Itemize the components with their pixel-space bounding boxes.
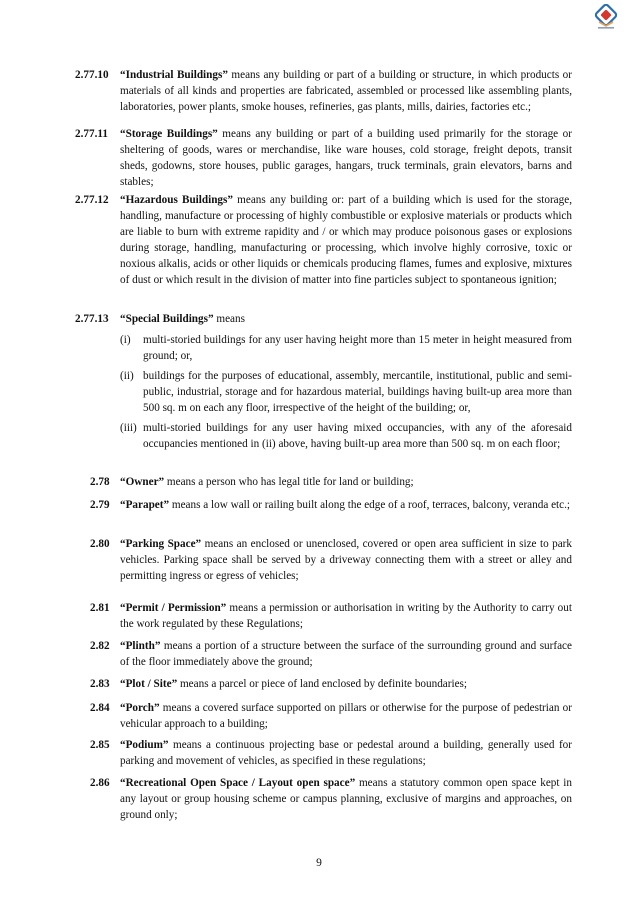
defined-term: “Podium”: [120, 739, 169, 751]
defined-term: “Recreational Open Space / Layout open space”: [120, 777, 356, 789]
clause-number: 2.77.12: [75, 194, 109, 206]
definition-body: means a portion of a structure between the surface of the surrounding ground and surface of the floor immediately above the ground;: [120, 640, 572, 668]
definition-text: [120, 776, 572, 824]
definition-body: means an enclosed or unenclosed, covered or open area sufficient in size to park vehicles. Parking space shall be served by a driveway connecting them with a street or alley and permitting ingress or egress of vehicles;: [120, 538, 572, 582]
definition-text: [120, 127, 572, 191]
defined-term: “Plot / Site”: [120, 678, 178, 690]
clause-number: 2.79: [90, 499, 110, 511]
clause-number: 2.81: [90, 602, 110, 614]
definition-body: means any building or: part of a building which is used for the storage, handling, manufacture or processing of highly combustible or explosive materials or products which are liable to burn with extreme rapidity and / or which may produce poisonous gases or explosions during storage, handling, manufacturing or processing, which involve highly corrosive, toxic or noxious alkalis, acids or other liquids or chemicals producing flames, fumes and explosive, mixtures of dust or which result in the division of matter into fine particles subject to spontaneous ignition;: [120, 194, 572, 286]
clause-number: 2.84: [90, 702, 110, 714]
clause-number: 2.78: [90, 476, 110, 488]
definition-text: [120, 193, 572, 288]
clause-number: 2.77.13: [75, 313, 109, 325]
definition-text: [120, 601, 572, 633]
defined-term: “Hazardous Buildings”: [120, 194, 233, 206]
clause-number: 2.80: [90, 538, 110, 550]
definition-text: [120, 677, 572, 693]
defined-term: “Permit / Permission”: [120, 602, 227, 614]
definition-text: [120, 68, 572, 116]
defined-term: “Owner”: [120, 476, 165, 488]
definition-text: [120, 312, 572, 328]
definition-body: means a continuous projecting base or pedestal around a building, generally used for parking and movement of vehicles, as specified in these regulations;: [120, 739, 572, 767]
definition-body: means a statutory common open space kept in any layout or group housing scheme or campus planning, exclusive of margins and approaches, on ground only;: [120, 777, 572, 821]
defined-term: “Plinth”: [120, 640, 161, 652]
definition-body: means any building or part of a building used primarily for the storage or sheltering of goods, wares or merchandise, like ware houses, cold storage, freight depots, transit sheds, godowns, store houses, public garages, hangars, truck terminals, grain elevators, barns and stables;: [120, 128, 572, 188]
definition-body: means any building or part of a building or structure, in which products or materials of all kinds and properties are fabricated, assembled or processed like assembling plants, laboratories, power plants, smoke houses, refineries, gas plants, mills, dairies, factories etc.;: [120, 69, 572, 113]
defined-term: “Parapet”: [120, 499, 170, 511]
item-text: multi-storied buildings for any user having height more than 15 meter in height measured from ground; or,: [143, 334, 572, 362]
definition-text: [120, 475, 572, 491]
clause-number: 2.82: [90, 640, 110, 652]
defined-term: “Storage Buildings”: [120, 128, 218, 140]
definition-body: means a permission or authorisation in writing by the Authority to carry out the work regulated by these Regulations;: [120, 602, 572, 630]
defined-term: “Porch”: [120, 702, 160, 714]
clause-number: 2.77.10: [75, 69, 109, 81]
definition-body: means a low wall or railing built along the edge of a roof, terraces, balcony, veranda etc.;: [169, 499, 571, 511]
definition-text: [120, 738, 572, 770]
organization-logo-icon: [593, 4, 619, 30]
item-roman-numeral: (iii): [120, 422, 137, 434]
definition-body: means a person who has legal title for land or building;: [164, 476, 414, 488]
clause-number: 2.83: [90, 678, 110, 690]
definition-body: means: [213, 313, 245, 325]
item-text: multi-storied buildings for any user having mixed occupancies, with any of the aforesaid occupancies mentioned in (ii) above, having built-up area more than 500 sq. m on each floor;: [143, 422, 572, 450]
defined-term: “Special Buildings”: [120, 313, 214, 325]
definition-text: [120, 498, 572, 514]
item-text: buildings for the purposes of educational, assembly, mercantile, institutional, public and semi-public, industrial, storage and for hazardous material, buildings having built-up area more than 500 sq. m on each any floor, irrespective of the height of the building; or,: [143, 370, 572, 414]
clause-number: 2.77.11: [75, 128, 108, 140]
definition-text: [120, 537, 572, 585]
clause-number: 2.86: [90, 777, 110, 789]
item-roman-numeral: (ii): [120, 370, 134, 382]
definition-text: [120, 639, 572, 671]
defined-term: “Parking Space”: [120, 538, 202, 550]
definition-body: means a covered surface supported on pillars or otherwise for the purpose of pedestrian or vehicular approach to a building;: [120, 702, 572, 730]
item-roman-numeral: (i): [120, 334, 131, 346]
defined-term: “Industrial Buildings”: [120, 69, 228, 81]
definition-text: [120, 701, 572, 733]
page-number: 9: [316, 857, 322, 869]
clause-number: 2.85: [90, 739, 110, 751]
definition-body: means a parcel or piece of land enclosed by definite boundaries;: [177, 678, 468, 690]
